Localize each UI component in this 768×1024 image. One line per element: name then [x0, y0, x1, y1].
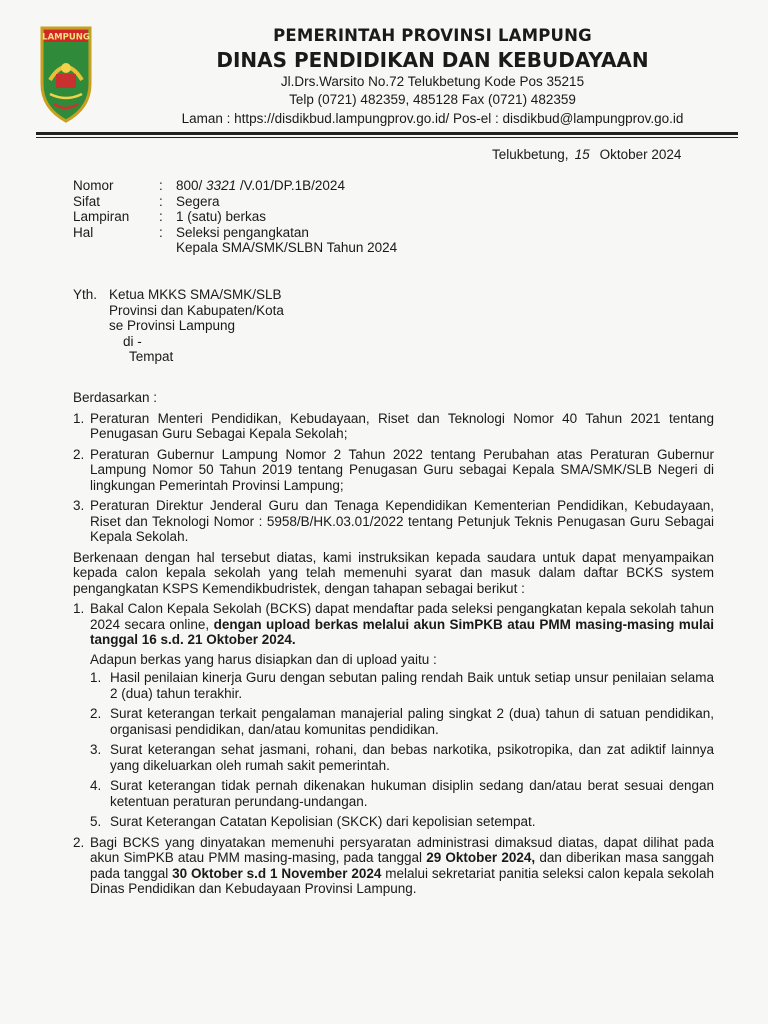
list-item: 1. Peraturan Menteri Pendidikan, Kebudayaan, Riset dan Teknologi Nomor 40 Tahun 2021 tentang Penugasan Guru Sebagai Kepala Sekolah; [73, 410, 714, 441]
letter-body [73, 390, 714, 902]
list-item: 3. Peraturan Direktur Jenderal Guru dan Tenaga Kependidikan Kementerian Pendidikan, Kebudayaan, Riset dan Teknologi Nomor : 5958/B/HK.03.01/2022 tentang Petunjuk Teknis Penugasan Guru Sebagai Kepala Sekolah. [73, 498, 714, 544]
letter-date [492, 147, 681, 162]
letterhead-divider-thin [36, 137, 738, 138]
list-item: 2. Surat keterangan terkait pengalaman manajerial paling singkat 2 (dua) tahun di satuan pendidikan, organisasi pendidikan, dan/atau komunitas pendidikan. [90, 706, 714, 737]
list-item: 5. Surat Keterangan Catatan Kepolisian (SKCK) dari kepolisian setempat. [90, 814, 536, 829]
date-month-year: Oktober 2024 [599, 147, 682, 162]
documents-section [90, 652, 714, 830]
website-email: Laman : https://disdikbud.lampungprov.go.id/ Pos-el : disdikbud@lampungprov.go.id [181, 111, 684, 126]
phone-fax: Telp (0721) 482359, 485128 Fax (0721) 482359 [289, 92, 576, 107]
letterhead [150, 26, 715, 128]
instruction-paragraph: Berkenaan dengan hal tersebut diatas, kami instruksikan kepada saudara untuk dapat menyampaikan kepada calon kepala sekolah yang telah memenuhi syarat dan masuk dalam daftar BCKS system pengangkatan KSPS Kemendikbudristek, dengan tahapan sebagai berikut : [73, 549, 714, 596]
letter-meta [73, 178, 397, 256]
address: Jl.Drs.Warsito No.72 Telukbetung Kode Pos 35215 [280, 74, 585, 89]
meta-hal: Hal : Seleksi pengangkatan Kepala SMA/SMK/SLBN Tahun 2024 [73, 224, 398, 255]
meta-nomor: Nomor : 800/ 3321 /V.01/DP.1B/2024 [73, 178, 345, 193]
step-2: 2. Bagi BCKS yang dinyatakan memenuhi persyaratan administrasi dimaksud diatas, dapat dilihat pada akun SimPKB atau PMM masing-masing, pada tanggal 29 Oktober 2024, dan diberikan masa sanggah pada tanggal 30 Oktober s.d 1 November 2024 melalui sekretariat panitia seleksi calon kepala sekolah Dinas Pendidikan dan Kebudayaan Provinsi Lampung. [73, 834, 715, 896]
recipient-label: Yth. [73, 287, 98, 302]
meta-lampiran: Lampiran : 1 (satu) berkas [73, 209, 267, 224]
lampung-emblem-icon [40, 24, 92, 124]
date-day-handwritten: 15 [574, 147, 590, 162]
meta-sifat: Sifat : Segera [73, 193, 220, 209]
step-1: 1. Bakal Calon Kepala Sekolah (BCKS) dapat mendaftar pada seleksi pengangkatan kepala sekolah tahun 2024 secara online, dengan upload berkas melalui akun SimPKB atau PMM masing-masing mulai tanggal 16 s.d. 21 Oktober 2024. [73, 601, 715, 647]
logo-text: LAMPUNG [42, 32, 90, 43]
date-place: Telukbetung, [492, 147, 569, 162]
letterhead-divider [36, 132, 738, 135]
list-item: 4. Surat keterangan tidak pernah dikenakan hukuman disiplin sedang dan/atau berat sesuai dengan ketentuan peraturan perundang-undangan. [90, 778, 714, 809]
agency-name: DINAS PENDIDIKAN DAN KEBUDAYAAN [216, 48, 649, 72]
nomor-handwritten: 3321 [206, 178, 237, 193]
list-item: 3. Surat keterangan sehat jasmani, rohani, dan bebas narkotika, psikotropika, dan zat adiktif lainnya yang dikeluarkan oleh rumah sakit pemerintah. [90, 742, 714, 773]
documents-intro: Adapun berkas yang harus disiapkan dan di upload yaitu : [90, 651, 437, 667]
government-name: PEMERINTAH PROVINSI LAMPUNG [273, 26, 592, 45]
list-item: 2. Peraturan Gubernur Lampung Nomor 2 Tahun 2022 tentang Perubahan atas Peraturan Gubernur Lampung Nomor 50 Tahun 2019 tentang Penugasan Guru sebagai Kepala SMA/SMK/SLB Negeri di lingkungan Pemerintah Provinsi Lampung; [73, 446, 714, 493]
basis-intro: Berdasarkan : [73, 390, 158, 405]
basis-list [73, 411, 714, 545]
recipient-block: Yth. Ketua MKKS SMA/SMK/SLB Provinsi dan Kabupaten/Kota se Provinsi Lampung di - Tempat [73, 287, 284, 364]
list-item: 1. Hasil penilaian kinerja Guru dengan sebutan paling rendah Baik untuk setiap unsur penilaian selama 2 (dua) tahun terakhir. [90, 670, 714, 701]
